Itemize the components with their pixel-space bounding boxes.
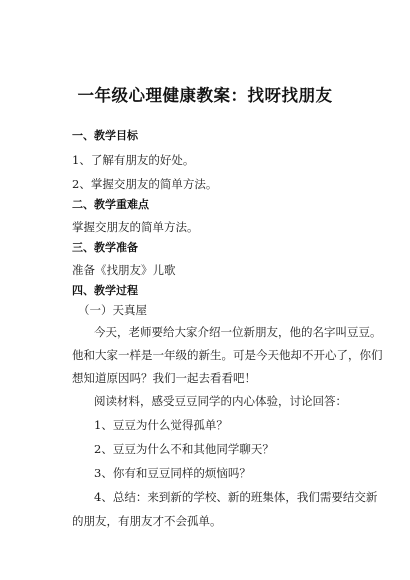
reading-instruction: 阅读材料，感受豆豆同学的内心体验，讨论回答：	[94, 394, 347, 408]
key-point-item: 掌握交朋友的简单方法。	[72, 220, 199, 234]
paragraph-line: 想知道原因吗？我们一起去看看吧！	[72, 371, 256, 385]
paragraph-line: 他和大家一样是一年级的新生。可是今天他却不开心了，你们	[72, 348, 383, 362]
section-heading-objectives: 一、教学目标	[72, 129, 138, 142]
discussion-question: 2、豆豆为什么不和其他同学聊天？	[94, 442, 274, 456]
discussion-question: 3、你有和豆豆同样的烦恼吗？	[94, 466, 251, 480]
objective-item: 2、掌握交朋友的简单方法。	[72, 177, 218, 191]
section-heading-key-points: 二、教学重难点	[72, 198, 149, 211]
discussion-question: 1、豆豆为什么觉得孤单？	[94, 418, 228, 432]
subsection-heading: （一）天真屋	[78, 303, 147, 317]
section-heading-preparation: 三、教学准备	[72, 241, 138, 254]
document-title: 一年级心理健康教案：找呀找朋友	[77, 86, 333, 105]
objective-item: 1、了解有朋友的好处。	[72, 153, 195, 167]
summary-line: 4、总结：来到新的学校、新的班集体，我们需要结交新	[94, 490, 378, 504]
section-heading-process: 四、教学过程	[72, 284, 138, 297]
summary-line: 的朋友，有朋友才不会孤单。	[72, 514, 222, 528]
preparation-item: 准备《找朋友》儿歌	[72, 263, 176, 277]
paragraph-line: 今天，老师要给大家介绍一位新朋友，他的名字叫豆豆。	[94, 325, 382, 339]
